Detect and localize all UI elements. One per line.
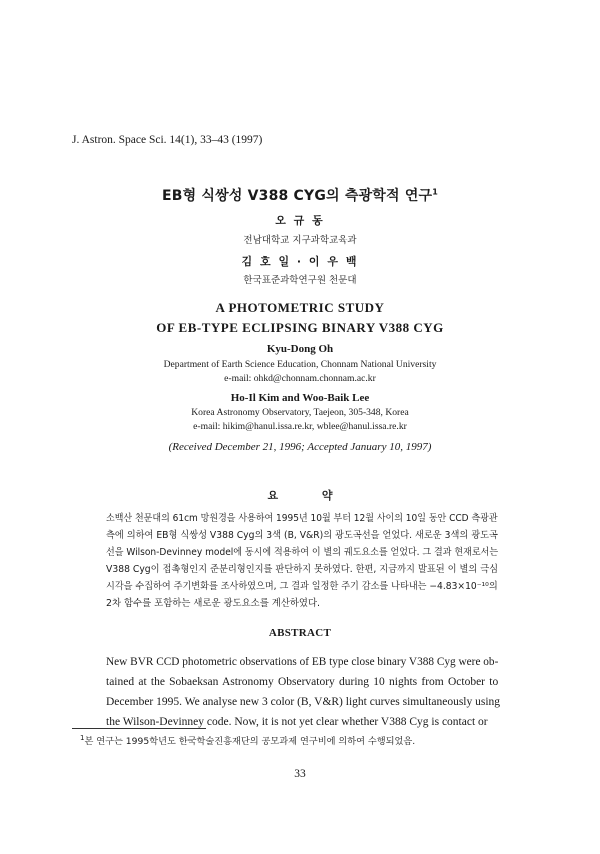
- korean-title-text: EB형 식쌍성 V388 CYG의 측광학적 연구: [161, 188, 433, 204]
- english-author-1: Kyu-Dong Oh: [266, 343, 334, 355]
- footnote-mark: 1: [80, 733, 85, 742]
- korean-authors-2: 김 호 일 · 이 우 백: [241, 255, 359, 268]
- journal-citation: J. Astron. Space Sci. 14(1), 33–43 (1997): [72, 134, 263, 146]
- english-authors-2: Ho-Il Kim and Woo-Baik Lee: [230, 392, 370, 404]
- korean-abstract-line: 측에 의하여 EB형 식쌍성 V388 Cyg의 3색 (B, V&R)의 광도곡선을 얻었다. 새로운 3색의 광도곡: [106, 530, 498, 541]
- english-title-line-1: A PHOTOMETRIC STUDY: [215, 300, 385, 315]
- korean-abstract-line: 2차 함수를 포함하는 새로운 광도요소를 계산하였다.: [106, 598, 321, 609]
- received-dates: (Received December 21, 1996; Accepted January 10, 1997): [168, 441, 432, 453]
- korean-affiliation-1: 전남대학교 지구과학교육과: [243, 235, 357, 246]
- korean-abstract-line: V388 Cyg이 접촉형인지 준분리형인지를 판단하지 못하였다. 한편, 지금까지 발표된 이 별의 극심: [106, 564, 499, 575]
- footnote: [80, 733, 415, 747]
- english-affiliation-2: Korea Astronomy Observatory, Taejeon, 305-348, Korea: [191, 407, 409, 418]
- korean-abstract-line: 시각을 수집하여 주기변화를 조사하였으며, 그 결과 일정한 주기 감소를 나타내는 −4.83×10⁻¹⁰의: [106, 581, 498, 592]
- email-2: e-mail: hikim@hanul.issa.re.kr, wblee@hanul.issa.re.kr: [193, 421, 407, 432]
- korean-abstract-line: 소백산 천문대의 61cm 망원경을 사용하여 1995년 10월 부터 12월 사이의 10일 동안 CCD 측광관: [106, 513, 498, 524]
- english-affiliation-1: Department of Earth Science Education, Chonnam National University: [163, 359, 437, 370]
- title-footnote-mark: 1: [432, 187, 439, 197]
- english-abstract-line: December 1995. We analyse new 3 color (B, V&R) light curves simultaneously using: [106, 696, 501, 708]
- korean-abstract-line: 선을 Wilson-Devinney model에 동시에 적용하여 이 별의 궤도요소를 얻었다. 그 결과 현재로서는: [106, 547, 499, 558]
- english-abstract-line: the Wilson-Devinney code. Now, it is not yet clear whether V388 Cyg is contact or: [106, 716, 488, 728]
- footnote-text: 본 연구는 1995학년도 한국학술진흥재단의 공모과제 연구비에 의하여 수행되었음.: [84, 736, 416, 747]
- korean-title: [0, 185, 600, 205]
- korean-affiliation-2: 한국표준과학연구원 천문대: [243, 275, 357, 286]
- email-1: e-mail: ohkd@chonnam.chonnam.ac.kr: [224, 373, 376, 384]
- footnote-rule: [72, 728, 206, 729]
- korean-abstract-heading: 요 약: [267, 489, 353, 502]
- english-abstract-heading: ABSTRACT: [268, 627, 332, 639]
- korean-author-1: 오 규 동: [275, 214, 325, 227]
- english-abstract-line: tained at the Sobaeksan Astronomy Observatory during 10 nights from October to: [106, 676, 499, 688]
- english-title-line-2: OF EB-TYPE ECLIPSING BINARY V388 CYG: [156, 320, 444, 335]
- page-number: 33: [294, 768, 306, 780]
- english-abstract-line: New BVR CCD photometric observations of EB type close binary V388 Cyg were ob-: [106, 656, 499, 668]
